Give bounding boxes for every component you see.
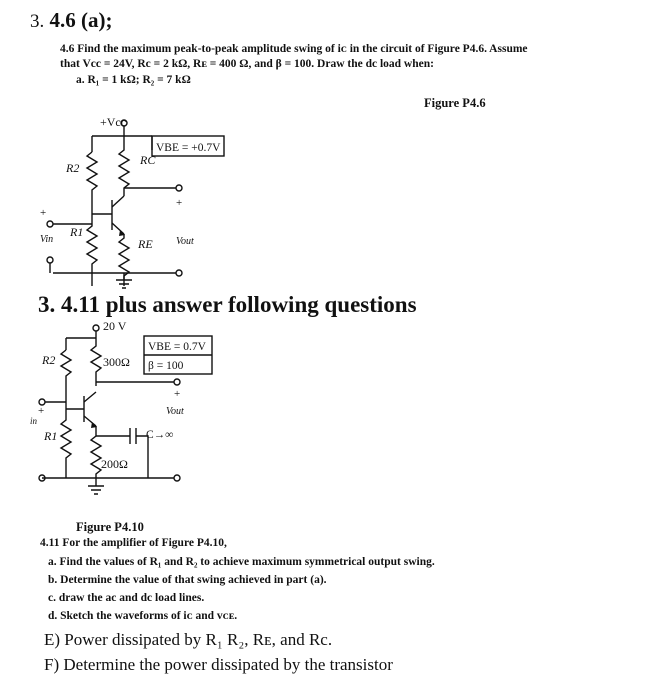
r1-label: R1 — [70, 225, 84, 239]
item-a: a. Find the values of R₁ and R₂ to achieve maximum symmetrical output swing. — [48, 556, 435, 568]
item-f: F) Determine the power dissipated by the transistor — [44, 655, 393, 674]
problem-text-line-1: 4.6 Find the maximum peak-to-peak amplitude swing of iᴄ in the circuit of Figure P4.6. Assume — [60, 43, 528, 55]
vbe-label: VBE = +0.7V — [156, 142, 221, 154]
re-resistor-2 — [91, 426, 101, 478]
item-e: E) Power dissipated by R₁ R₂, Rᴇ, and Rc. — [44, 630, 333, 649]
figure-p4-10-label: Figure P4.10 — [76, 520, 144, 534]
question-2-heading: 3. 4.11 plus answer following questions — [38, 292, 417, 317]
problem-text-line-2: that Vcc = 24V, Rc = 2 kΩ, Rᴇ = 400 Ω, and β = 100. Draw the dc load when: — [60, 58, 434, 70]
question-title: 4.6 (a); — [49, 8, 113, 32]
vout-label-2: Vout — [166, 406, 184, 417]
rc-resistor-2 — [91, 338, 101, 386]
r1-resistor-2 — [61, 400, 71, 478]
re-value: 200Ω — [101, 457, 128, 471]
r2-label-2: R2 — [42, 353, 56, 367]
ground-icon-2 — [88, 486, 104, 494]
r2-label: R2 — [66, 161, 80, 175]
r1-label-2: R1 — [44, 429, 58, 443]
vbe-label-2: VBE = 0.7V — [148, 341, 206, 353]
re-label: RE — [138, 237, 153, 251]
problem-4-11-intro: 4.11 For the amplifier of Figure P4.10, — [40, 537, 227, 549]
rc-value: 300Ω — [103, 355, 130, 369]
vin-plus: + — [40, 207, 47, 219]
item-d: d. Sketch the waveforms of iᴄ and vᴄᴇ. — [48, 610, 238, 622]
beta-label: β = 100 — [148, 360, 184, 372]
vcc-label: +Vcc — [100, 115, 127, 129]
vout-plus: + — [176, 197, 183, 209]
problem-part-a: a. R₁ = 1 kΩ; R₂ = 7 kΩ — [76, 74, 191, 86]
vin-label-2: in — [30, 416, 38, 426]
vout-plus-2: + — [174, 388, 181, 400]
vout-label: Vout — [176, 236, 194, 247]
figure-p4-6-label: Figure P4.6 — [424, 96, 486, 110]
rc-label: RC — [140, 153, 156, 167]
vin-plus-2: + — [38, 405, 45, 417]
r2-resistor-2 — [61, 350, 71, 400]
cap-label: C→∞ — [146, 429, 174, 441]
supply-label: 20 V — [103, 319, 127, 333]
vin-label: Vin — [40, 234, 54, 245]
item-c: c. draw the ac and dc load lines. — [48, 592, 205, 604]
question-number: 3. — [30, 11, 45, 32]
item-b: b. Determine the value of that swing achieved in part (a). — [48, 574, 327, 586]
